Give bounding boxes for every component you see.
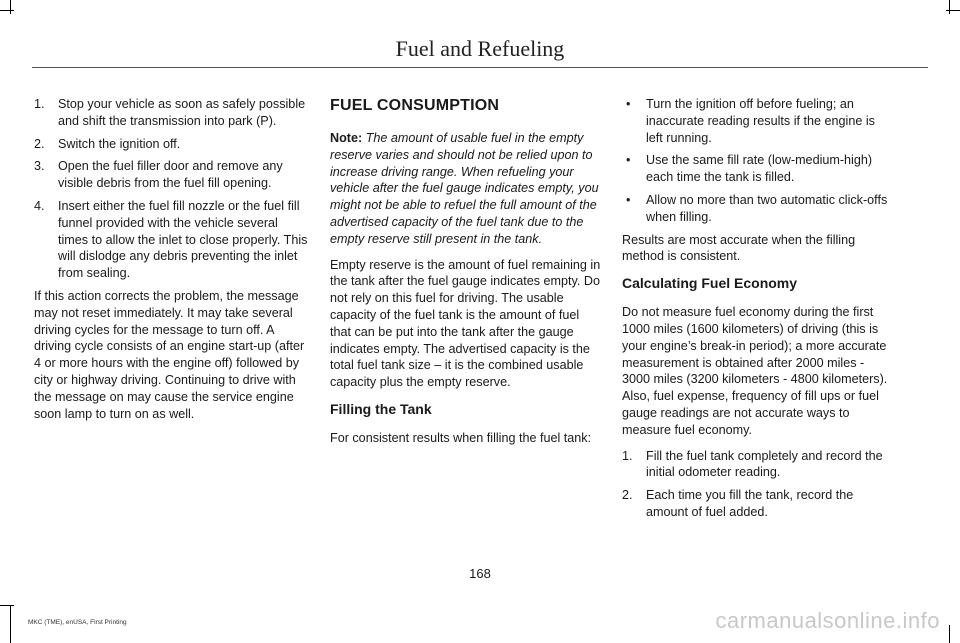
note-paragraph bbox=[330, 130, 602, 248]
bullet-text: Allow no more than two automatic click-offs when filling. bbox=[646, 192, 888, 224]
bullet-icon: • bbox=[626, 153, 631, 168]
list-item-number: 4. bbox=[34, 198, 45, 213]
list-item bbox=[34, 158, 308, 192]
body-paragraph: Results are most accurate when the filling method is consistent. bbox=[622, 232, 856, 264]
list-item-text: Switch the ignition off. bbox=[58, 136, 181, 151]
bullet-item bbox=[622, 96, 894, 146]
watermark: carmanualsonline.info bbox=[715, 608, 940, 633]
list-item-number: 3. bbox=[34, 159, 45, 174]
bullet-text: Turn the ignition off before fueling; an inaccurate reading results if the engine is left running. bbox=[646, 97, 875, 145]
subsection-heading: Calculating Fuel Economy bbox=[622, 275, 798, 292]
note-text: The amount of usable fuel in the empty reserve varies and should not be relied upon to increase driving range. When refueling your vehicle after the fuel gauge indicates empty, you might not be able to refuel the full amount of the advertised capacity of the fuel tank due to the empty reserve still present in the tank. bbox=[330, 131, 599, 246]
list-item bbox=[34, 198, 308, 282]
crop-mark-top-right-h bbox=[946, 10, 960, 11]
list-item-number: 2. bbox=[622, 488, 633, 503]
list-item-text: Insert either the fuel fill nozzle or the fuel fill funnel provided with the vehicle several times to allow the inlet to close properly. This will dislodge any debris preventing the inlet from sealing. bbox=[58, 198, 308, 281]
bullet-item bbox=[622, 192, 894, 226]
bullet-icon: • bbox=[626, 192, 631, 207]
list-item-text: Open the fuel filler door and remove any visible debris from the fuel fill opening. bbox=[58, 159, 283, 191]
list-item-text: Each time you fill the tank, record the amount of fuel added. bbox=[646, 488, 854, 519]
header-divider bbox=[32, 67, 928, 68]
body-paragraph: Do not measure fuel economy during the first 1000 miles (1600 kilometers) of driving (this is your engine’s break-in period); a more accurate measurement is obtained after 2000 miles - 3000 miles (3200 kilometers - 4800 kilometers). Also, fuel expense, frequency of fill ups or fuel gauge readings are not accurate ways to measure fuel economy. bbox=[622, 305, 888, 437]
page-number: 168 bbox=[469, 566, 491, 581]
crop-mark-bottom-left-v bbox=[10, 605, 11, 643]
bullet-item bbox=[622, 152, 894, 186]
crop-mark-top-right-v bbox=[949, 0, 950, 14]
list-item bbox=[34, 96, 308, 130]
bullet-text: Use the same fill rate (low-medium-high) each time the tank is filled. bbox=[646, 153, 873, 185]
list-item-text: Fill the fuel tank completely and record the initial odometer reading. bbox=[646, 448, 883, 480]
page-header-title: Fuel and Refueling bbox=[395, 36, 565, 61]
crop-mark-bottom-left-h bbox=[0, 605, 14, 606]
body-paragraph: For consistent results when filling the fuel tank: bbox=[330, 430, 592, 445]
list-item-number: 1. bbox=[622, 448, 633, 463]
column-right bbox=[622, 96, 894, 527]
bullet-icon: • bbox=[626, 97, 631, 111]
list-item-text: Stop your vehicle as soon as safely possible and shift the transmission into park (P). bbox=[58, 97, 306, 128]
note-label: Note: bbox=[330, 131, 363, 145]
subsection-heading: Filling the Tank bbox=[330, 400, 432, 417]
list-item bbox=[622, 448, 894, 482]
footer-edition: MKC (TME), enUSA, First Printing bbox=[28, 619, 127, 626]
body-paragraph: Empty reserve is the amount of fuel remaining in the tank after the fuel gauge indicates empty. Do not rely on this fuel for driving. The usable capacity of the fuel tank is the amount of fuel that can be put into the tank after the gauge indicates empty. The advertised capacity is the total fuel tank size – it is the combined usable capacity plus the empty reserve. bbox=[330, 257, 601, 390]
crop-mark-bottom-right-v bbox=[949, 625, 950, 643]
crop-mark-top-left-h bbox=[0, 10, 14, 11]
list-item-number: 1. bbox=[34, 97, 45, 111]
column-middle bbox=[330, 96, 602, 456]
section-heading: FUEL CONSUMPTION bbox=[330, 97, 500, 114]
column-left bbox=[34, 96, 308, 431]
list-item-number: 2. bbox=[34, 136, 45, 151]
list-item bbox=[34, 136, 308, 153]
list-item bbox=[622, 487, 894, 521]
body-paragraph: If this action corrects the problem, the message may not reset immediately. It may take several driving cycles for the message to turn off. A driving cycle consists of an engine start-up (after 4 or more hours with the engine off) followed by city or highway driving. Continuing to drive with the message on may cause the service engine soon lamp to turn on as well. bbox=[34, 288, 305, 421]
crop-mark-top-left-v bbox=[10, 0, 11, 14]
